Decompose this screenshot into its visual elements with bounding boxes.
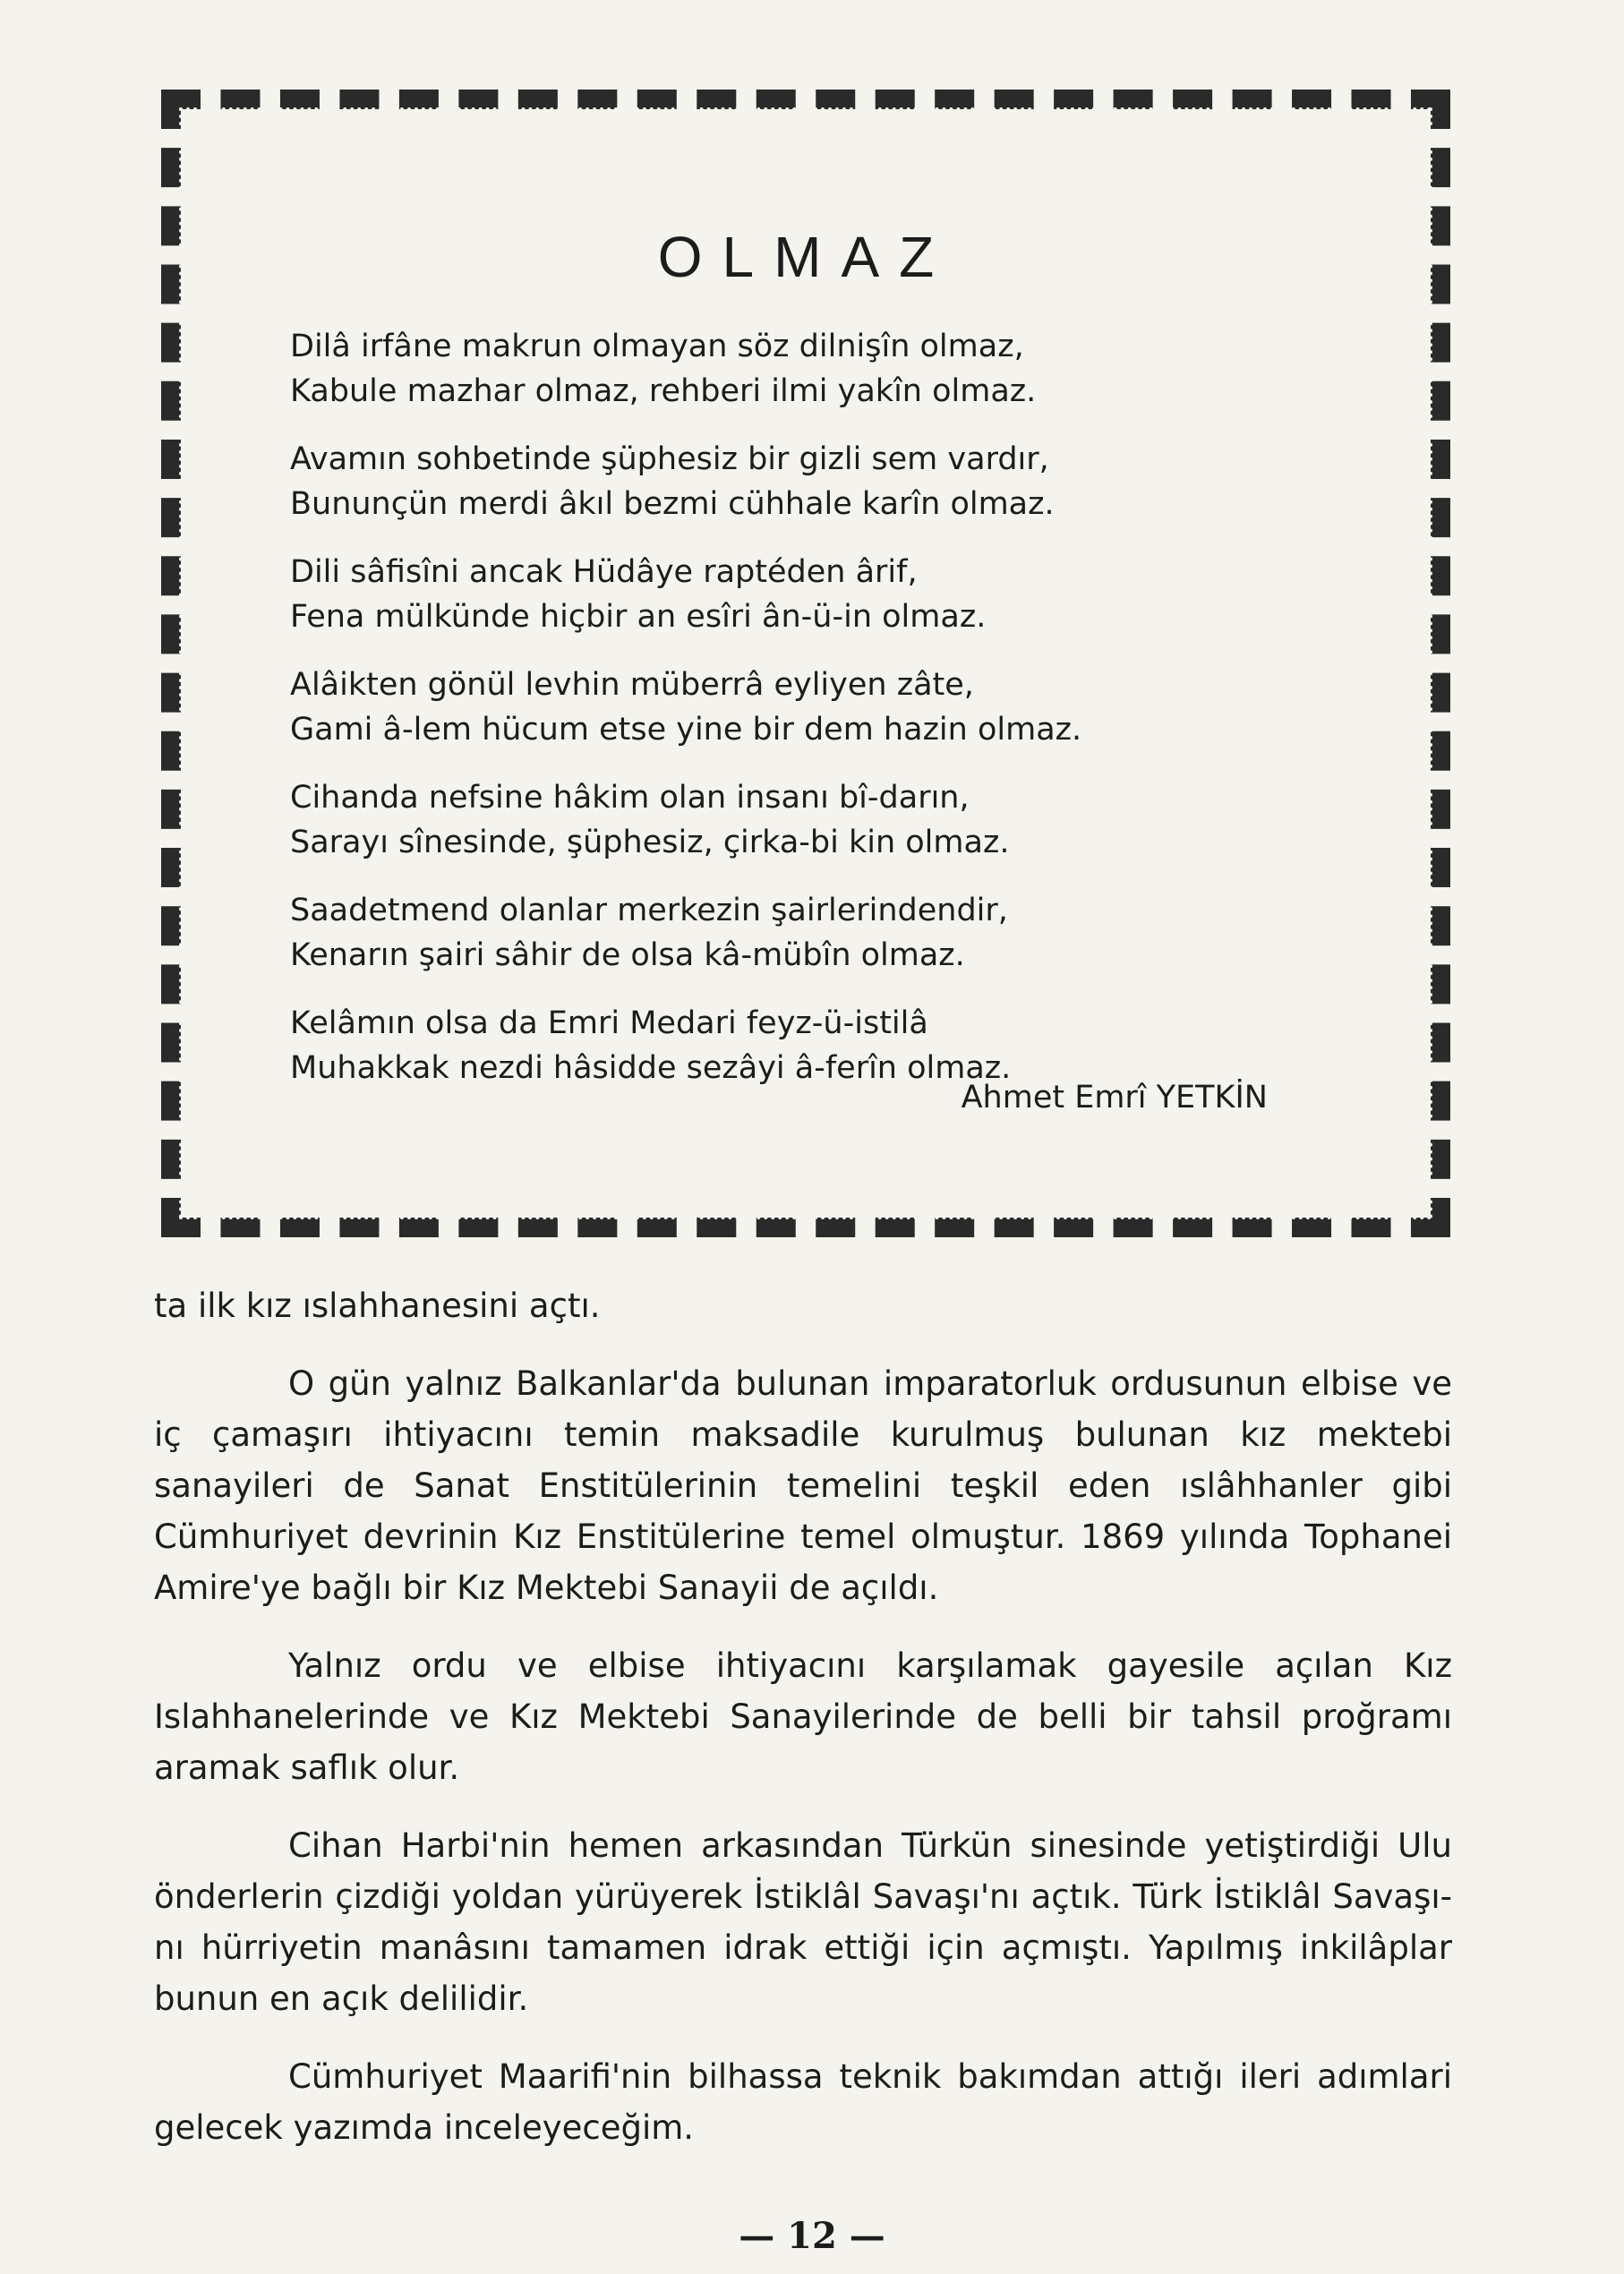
- paragraph: Cihan Harbi'nin hemen arkasından Türkün sinesinde yetiştirdiği Ulu önderlerin çizdiği yoldan yürüyerek İstiklâl Savaşı'nı açtık. Türk İstiklâl Savaşı-nı hürriyetin manâsını tamamen idrak ettiği için açmıştı. Yapılmış inkilâplar bunun en açık delilidir.: [154, 1826, 1452, 2018]
- paragraph: Yalnız ordu ve elbise ihtiyacını karşılamak gayesile açılan Kız Islahhanelerinde ve Kız Mektebi Sanayilerinde de belli bir tahsil proğramı aramak saflık olur.: [154, 1646, 1452, 1787]
- stanza: [290, 888, 1364, 978]
- verse-line: Dili sâfisîni ancak Hüdâye raptéden ârif,: [290, 554, 918, 590]
- poem-frame: [161, 90, 1450, 1237]
- stanza: [290, 1001, 1364, 1090]
- verse-line: Fena mülkünde hiçbir an esîri ân-ü-in olmaz.: [290, 599, 987, 635]
- paragraph: O gün yalnız Balkanlar'da bulunan imparatorluk ordusunun elbise ve iç çamaşırı ihtiyacını temin maksadile kurulmuş bulunan kız mektebi sanayileri de Sanat Enstitülerinin temelini teşkil eden ıslâhhanler gibi Cümhuriyet devrinin Kız Enstitülerine temel olmuştur. 1869 yılında Tophanei Amire'ye bağlı bir Kız Mektebi Sanayii de açıldı.: [154, 1364, 1452, 1607]
- poem-title: OLMAZ: [657, 225, 954, 289]
- verse-line: Gami â-lem hücum etse yine bir dem hazin olmaz.: [290, 712, 1082, 748]
- stanza: [290, 437, 1364, 526]
- stanza: [290, 324, 1364, 414]
- stanza: [290, 663, 1364, 752]
- poem-author: Ahmet Emrî YETKİN: [961, 1080, 1268, 1116]
- verse-line: Alâikten gönül levhin müberrâ eyliyen zâte,: [290, 667, 974, 703]
- stanza: [290, 550, 1364, 639]
- paragraph: ta ilk kız ıslahhanesini açtı.: [154, 1287, 601, 1325]
- verse-line: Kelâmın olsa da Emri Medari feyz-ü-istilâ: [290, 1005, 928, 1041]
- verse-line: Kenarın şairi sâhir de olsa kâ-mübîn olmaz.: [290, 937, 965, 973]
- page-number: — 12 —: [739, 2215, 885, 2257]
- verse-line: Cihanda nefsine hâkim olan insanı bî-darın,: [290, 780, 970, 816]
- verse-line: Avamın sohbetinde şüphesiz bir gizli sem vardır,: [290, 441, 1049, 477]
- verse-line: Dilâ irfâne makrun olmayan söz dilnişîn olmaz,: [290, 329, 1024, 364]
- article-body: [154, 1280, 1452, 2180]
- verse-line: Bununçün merdi âkıl bezmi cühhale karîn olmaz.: [290, 486, 1055, 522]
- verse-line: Kabule mazhar olmaz, rehberi ilmi yakîn olmaz.: [290, 373, 1037, 409]
- poem-stanzas: [290, 324, 1364, 1114]
- verse-line: Muhakkak nezdi hâsidde sezâyi â-ferîn olmaz.: [290, 1050, 1012, 1086]
- paragraph: Cümhuriyet Maarifi'nin bilhassa teknik bakımdan attığı ileri adımlari gelecek yazımda inceleyeceğim.: [154, 2057, 1452, 2147]
- verse-line: Saadetmend olanlar merkezin şairlerindendir,: [290, 893, 1008, 928]
- stanza: [290, 775, 1364, 865]
- verse-line: Sarayı sînesinde, şüphesiz, çirka-bi kin olmaz.: [290, 825, 1010, 860]
